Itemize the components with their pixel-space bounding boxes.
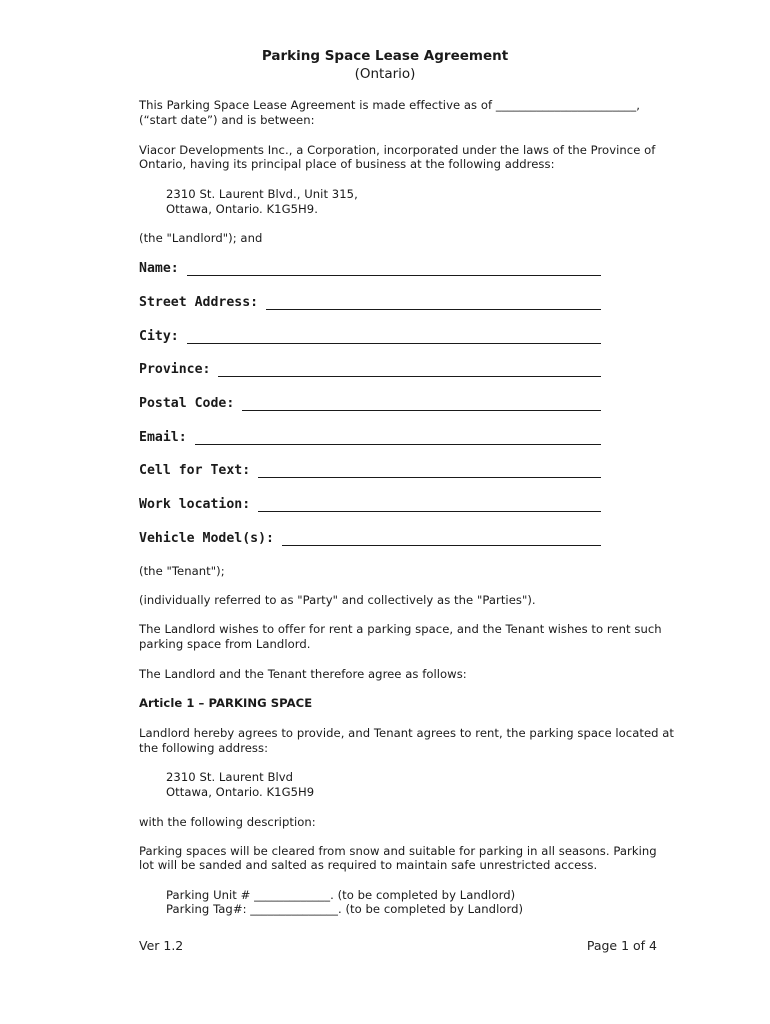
version-label: Ver 1.2: [139, 938, 184, 953]
cell-field[interactable]: [139, 461, 601, 479]
article-1-heading: Article 1 – PARKING SPACE: [139, 696, 313, 710]
landlord-address: Ottawa, Ontario. K1G5H9.: [166, 202, 318, 216]
city-label: City:: [139, 329, 179, 344]
province-label: Province:: [139, 362, 211, 377]
city-input-line[interactable]: [187, 329, 601, 344]
landlord-text: Ontario, having its principal place of business at the following address:: [139, 157, 555, 171]
name-field[interactable]: [139, 259, 601, 277]
page-number: Page 1 of 4: [586, 938, 657, 953]
name-input-line[interactable]: [187, 261, 601, 276]
province-field[interactable]: [139, 360, 601, 378]
landlord-text: Viacor Developments Inc., a Corporation, incorporated under the laws of the Province of: [139, 143, 656, 157]
vehicle-model-label: Vehicle Model(s):: [139, 531, 274, 546]
email-input-line[interactable]: [195, 430, 601, 445]
work-location-label: Work location:: [139, 497, 251, 512]
parties-text: (individually referred to as "Party" and collectively as the "Parties").: [139, 593, 536, 607]
document-title: Parking Space Lease Agreement: [261, 48, 509, 64]
vehicle-model-input-line[interactable]: [282, 531, 601, 546]
provide-text: Landlord hereby agrees to provide, and Tenant agrees to rent, the parking space located at: [139, 726, 675, 740]
landlord-reference: (the "Landlord"); and: [139, 231, 263, 245]
provide-text: the following address:: [139, 741, 269, 755]
parking-address: Ottawa, Ontario. K1G5H9: [166, 785, 315, 799]
city-field[interactable]: [139, 327, 601, 345]
wish-text: The Landlord wishes to offer for rent a parking space, and the Tenant wishes to rent such: [139, 622, 662, 636]
agree-text: The Landlord and the Tenant therefore agree as follows:: [139, 667, 467, 681]
postal-code-input-line[interactable]: [242, 396, 601, 411]
cell-label: Cell for Text:: [139, 463, 251, 478]
email-field[interactable]: [139, 428, 601, 446]
street-address-label: Street Address:: [139, 295, 259, 310]
street-address-input-line[interactable]: [266, 295, 601, 310]
name-label: Name:: [139, 261, 179, 276]
email-label: Email:: [139, 430, 187, 445]
work-location-field[interactable]: [139, 495, 601, 513]
parking-tag-line: Parking Tag#: _______________. (to be completed by Landlord): [166, 902, 524, 916]
snow-text: Parking spaces will be cleared from snow and suitable for parking in all seasons. Parking: [139, 844, 657, 858]
cell-input-line[interactable]: [258, 463, 601, 478]
tenant-reference: (the "Tenant");: [139, 564, 225, 578]
snow-text: lot will be sanded and salted as required to maintain safe unrestricted access.: [139, 858, 598, 872]
parking-unit-line: Parking Unit # _____________. (to be completed by Landlord): [166, 888, 516, 902]
province-input-line[interactable]: [218, 362, 601, 377]
document-subtitle: (Ontario): [354, 66, 416, 82]
street-address-field[interactable]: [139, 293, 601, 311]
postal-code-field[interactable]: [139, 394, 601, 412]
postal-code-label: Postal Code:: [139, 396, 235, 411]
wish-text: parking space from Landlord.: [139, 637, 311, 651]
intro-text: (“start date”) and is between:: [139, 113, 315, 127]
vehicle-model-field[interactable]: [139, 529, 601, 547]
intro-text: This Parking Space Lease Agreement is made effective as of ________________________,: [139, 98, 640, 112]
landlord-address: 2310 St. Laurent Blvd., Unit 315,: [166, 187, 358, 201]
work-location-input-line[interactable]: [258, 497, 601, 512]
parking-address: 2310 St. Laurent Blvd: [166, 770, 294, 784]
description-text: with the following description:: [139, 815, 316, 829]
